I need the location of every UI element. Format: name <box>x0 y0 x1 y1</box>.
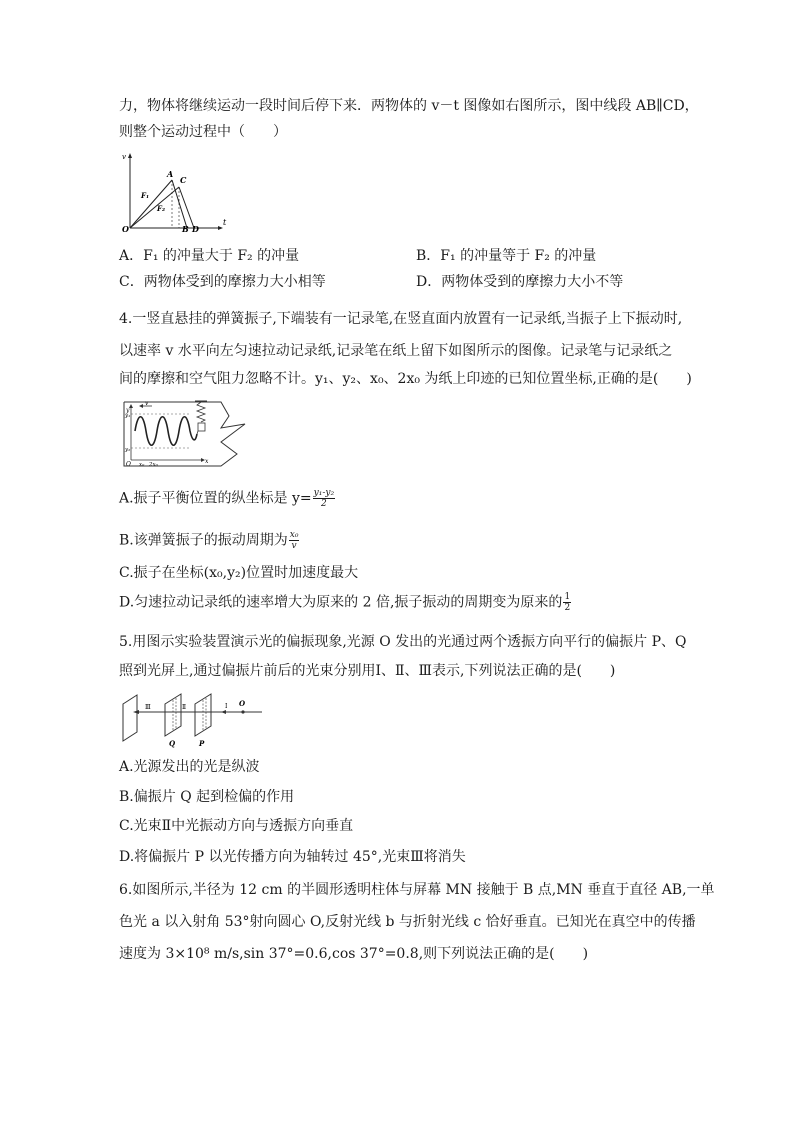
graph-point-d: D <box>192 224 199 232</box>
q6-text-line-2: 色光 a 以入射角 53°射向圆心 O,反射光线 b 与折射光线 c 恰好垂直。已知光在真空中的传播 <box>119 914 696 930</box>
graph-point-a: A <box>167 169 174 179</box>
q6-text-line-1: 6.如图所示,半径为 12 cm 的半圆形透明柱体与屏幕 MN 接触于 B 点,MN 垂直于直径 AB,一单 <box>119 882 715 898</box>
q3-text-line-1: 力，物体将继续运动一段时间后停下来．两物体的 v－t 图像如右图所示，图中线段 AB∥CD， <box>119 98 699 114</box>
graph-point-b: B <box>182 224 189 232</box>
q3-option-a: A．F₁ 的冲量大于 F₂ 的冲量 <box>119 248 300 264</box>
q5-text-line-1: 5.用图示实验装置演示光的偏振现象,光源 O 发出的光通过两个透振方向平行的偏振片 P、Q <box>119 634 687 650</box>
q4-option-b-text: B.该弹簧振子的振动周期为 <box>119 532 288 549</box>
graph-f2-label: F₂ <box>157 204 166 213</box>
fig-polarizer-p-label: P <box>199 739 205 748</box>
q4-text-line-1: 4.一竖直悬挂的弹簧振子,下端装有一记录笔,在竖直面内放置有一记录纸,当振子上下振动时, <box>119 311 683 327</box>
q4-option-d <box>119 592 572 613</box>
q3-option-b: B．F₁ 的冲量等于 F₂ 的冲量 <box>416 248 597 264</box>
fraction-denominator: 2 <box>321 499 327 509</box>
q5-option-c: C.光束Ⅱ中光振动方向与透振方向垂直 <box>119 818 354 834</box>
q4-text-line-3: 间的摩擦和空气阻力忽略不计。y₁、y₂、x₀、2x₀ 为纸上印迹的已知位置坐标,正确的是( ) <box>119 371 692 387</box>
fig-polarizer-q-label: Q <box>169 739 176 748</box>
q4-option-a <box>119 488 336 509</box>
q3-vt-graph <box>119 150 229 236</box>
graph-t-label: t <box>223 218 227 227</box>
q5-option-b: B.偏振片 Q 起到检偏的作用 <box>119 789 295 805</box>
q6-text-line-3: 速度为 3×10⁸ m/s,sin 37°=0.6,cos 37°=0.8,则下列说法正确的是( ) <box>119 946 589 962</box>
fig-y1-label: y₁ <box>125 413 131 419</box>
fraction-denominator: v <box>291 541 297 551</box>
fig-velocity-label: v <box>145 400 149 407</box>
fig-source-o-label: O <box>239 699 246 708</box>
q3-option-c: C．两物体受到的摩擦力大小相等 <box>119 274 326 290</box>
fig-y2-label: y₂ <box>125 447 131 453</box>
q4-option-d-fraction <box>563 592 571 613</box>
graph-f1-label: F₁ <box>141 191 150 200</box>
graph-origin-label: O <box>122 224 129 232</box>
graph-v-label: v <box>122 153 126 161</box>
fig-beam-i-label: Ⅰ <box>225 703 228 710</box>
q5-option-d: D.将偏振片 P 以光传播方向为轴转过 45°,光束Ⅲ将消失 <box>119 849 466 865</box>
q4-option-b-fraction <box>289 530 300 551</box>
graph-point-c: C <box>180 175 187 185</box>
q5-polarization-setup-figure <box>119 690 269 752</box>
q4-option-c: C.振子在坐标(x₀,y₂)位置时加速度最大 <box>119 565 359 581</box>
fraction-denominator: 2 <box>564 603 571 613</box>
q4-option-b <box>119 530 300 551</box>
q3-option-d: D．两物体受到的摩擦力大小不等 <box>416 274 624 290</box>
q5-option-a: A.光源发出的光是纵波 <box>119 759 260 775</box>
fraction-numerator: 1 <box>564 592 571 602</box>
fig-y-axis-label: y <box>126 407 130 414</box>
q4-spring-oscillator-figure <box>119 396 251 474</box>
q4-option-a-fraction <box>313 488 335 509</box>
fraction-numerator: y₁-y₂ <box>313 488 335 498</box>
fraction-numerator: x₀ <box>289 530 299 540</box>
q4-text-line-2: 以速率 v 水平向左匀速拉动记录纸,记录笔在纸上留下如图所示的图像。记录笔与记录纸之 <box>119 343 673 359</box>
fig-origin-label: O <box>126 461 131 468</box>
fig-2x0-label: 2x₀ <box>149 462 158 468</box>
q4-option-d-text: D.匀速拉动记录纸的速率增大为原来的 2 倍,振子振动的周期变为原来的 <box>119 594 563 611</box>
fig-x0-label: x₀ <box>139 462 145 468</box>
q4-option-a-text: A.振子平衡位置的纵坐标是 y= <box>119 490 312 507</box>
q3-text-line-2: 则整个运动过程中（ ） <box>119 124 287 140</box>
q5-text-line-2: 照到光屏上,通过偏振片前后的光束分别用Ⅰ、Ⅱ、Ⅲ表示,下列说法正确的是( ) <box>119 663 616 679</box>
fig-x-axis-label: x <box>205 458 209 465</box>
fig-beam-ii-label: Ⅱ <box>182 704 187 711</box>
fig-beam-iii-label: Ⅲ <box>145 704 151 711</box>
